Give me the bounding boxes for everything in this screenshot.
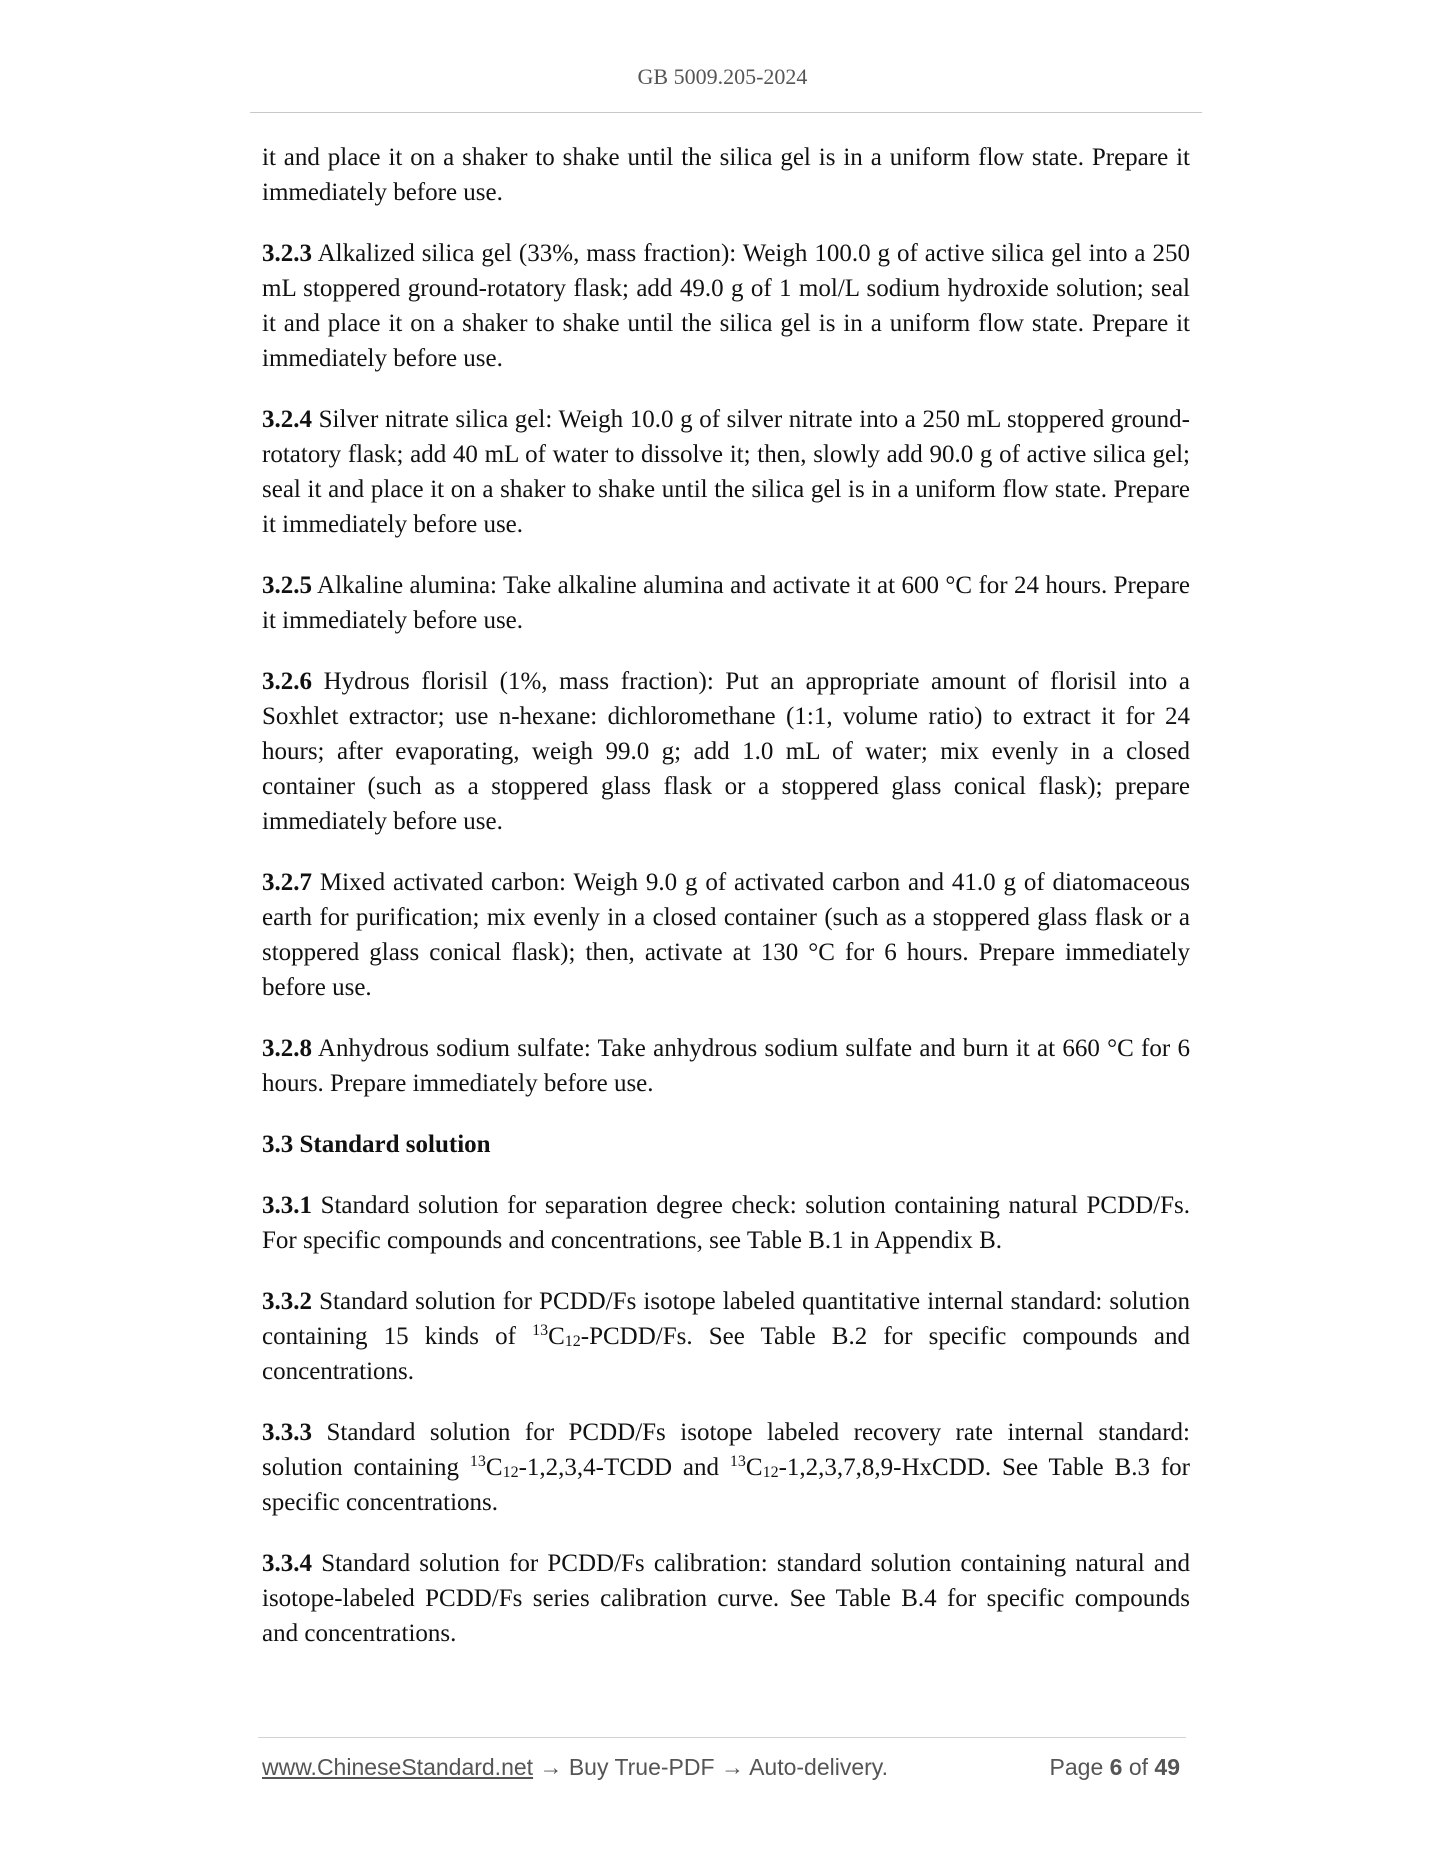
clause-text: Alkaline alumina: Take alkaline alumina and activate it at 600 °C for 24 hours. Prepare it immediately before use. [262, 572, 1190, 634]
arrow-right-icon: → [539, 1754, 563, 1780]
clause-text: Standard solution for separation degree check: solution containing natural PCDD/Fs. For specific compounds and concentrations, see Table B.1 in Appendix B. [262, 1192, 1190, 1254]
current-page-number: 6 [1109, 1754, 1123, 1780]
clause-text: Hydrous florisil (1%, mass fraction): Put an appropriate amount of florisil into a Soxhlet extractor; use n-hexane: dichloromethane (1:1, volume ratio) to extract it for 24 hours; after evaporating, weigh 99.0 g; add 1.0 mL of water; mix evenly in a closed container (such as a stoppered glass flask or a stoppered glass conical flask); prepare immediately before use. [262, 668, 1190, 835]
clause-number: 3.2.3 [262, 240, 312, 267]
page-label: Page [1049, 1754, 1104, 1780]
page-counter [1050, 1754, 1180, 1781]
isotope-subscript: 12 [564, 1333, 581, 1350]
auto-delivery-text: Auto-delivery. [749, 1754, 888, 1780]
chinese-standard-link[interactable]: www.ChineseStandard.net [262, 1754, 534, 1780]
section-heading-3-3: 3.3 Standard solution [262, 1131, 491, 1158]
clause-text: Mixed activated carbon: Weigh 9.0 g of activated carbon and 41.0 g of diatomaceous earth for purification; mix evenly in a closed container (such as a stoppered glass flask or a stoppered glass conical flask); then, activate at 130 °C for 6 hours. Prepare immediately before use. [262, 869, 1190, 1001]
clause-3-3-1 [262, 1188, 1190, 1258]
document-body [262, 140, 1190, 1677]
footer-promo [262, 1754, 888, 1781]
footer-divider [258, 1737, 1186, 1738]
page-footer [262, 1754, 1180, 1786]
isotope-superscript: 13 [729, 1453, 746, 1470]
of-label: of [1128, 1754, 1149, 1780]
paragraph-continuation: it and place it on a shaker to shake until the silica gel is in a uniform flow state. Prepare it immediately before use. [262, 144, 1190, 206]
header-title: GB 5009.205-2024 [637, 64, 808, 89]
clause-3-2-8 [262, 1031, 1190, 1101]
total-page-count: 49 [1154, 1754, 1180, 1780]
clause-number: 3.3.2 [262, 1288, 312, 1315]
clause-number: 3.2.6 [262, 668, 312, 695]
clause-3-2-5 [262, 568, 1190, 638]
clause-text: Silver nitrate silica gel: Weigh 10.0 g of silver nitrate into a 250 mL stoppered ground-rotatory flask; add 40 mL of water to dissolve it; then, slowly add 90.0 g of active silica gel; seal it and place it on a shaker to shake until the silica gel is in a uniform flow state. Prepare it immediately before use. [262, 406, 1190, 538]
clause-text: Standard solution for PCDD/Fs calibration: standard solution containing natural and isotope-labeled PCDD/Fs series calibration curve. See Table B.4 for specific compounds and concentrations. [262, 1550, 1190, 1647]
clause-3-2-4 [262, 402, 1190, 542]
clause-number: 3.3.3 [262, 1419, 312, 1446]
clause-number: 3.2.8 [262, 1035, 312, 1062]
clause-3-2-3 [262, 236, 1190, 376]
isotope-superscript: 13 [532, 1322, 549, 1339]
clause-text: Alkalized silica gel (33%, mass fraction): Weigh 100.0 g of active silica gel into a 250 mL stoppered ground-rotatory flask; add 49.0 g of 1 mol/L sodium hydroxide solution; seal it and place it on a shaker to shake until the silica gel is in a uniform flow state. Prepare it immediately before use. [262, 240, 1190, 372]
arrow-right-icon: → [720, 1754, 744, 1780]
isotope-subscript: 12 [502, 1464, 519, 1481]
clause-3-3-2: 3.3.2 Standard solution for PCDD/Fs isotope labeled quantitative internal standard: solution containing 15 kinds of $^{13}C_{12}-PCDD/Fs$. See Table B.2 for specific compounds and concentrations. [262, 1288, 1191, 1385]
clause-number: 3.3.1 [262, 1192, 312, 1219]
isotope-subscript: 12 [762, 1464, 779, 1481]
buy-true-pdf-text: Buy True-PDF [568, 1754, 715, 1780]
clause-number: 3.2.7 [262, 869, 312, 896]
clause-number: 3.2.4 [262, 406, 312, 433]
isotope-superscript: 13 [469, 1453, 486, 1470]
clause-3-3-4 [262, 1546, 1190, 1651]
clause-3-2-6 [262, 664, 1190, 839]
clause-3-3-3: 3.3.3 Standard solution for PCDD/Fs isotope labeled recovery rate internal standard: solution containing $^{13}C_{12}-1,2,3,4$-TCDD and $^{13}C_{12}-1,2,3,7,8,9$-HxCDD. See Table B.3 for specific concentrations. [262, 1419, 1190, 1516]
clause-number: 3.3.4 [262, 1550, 312, 1577]
clause-3-2-7 [262, 865, 1190, 1005]
clause-text: Anhydrous sodium sulfate: Take anhydrous sodium sulfate and burn it at 660 °C for 6 hours. Prepare immediately before use. [262, 1035, 1190, 1097]
header-divider [250, 112, 1202, 113]
clause-number: 3.2.5 [262, 572, 312, 599]
